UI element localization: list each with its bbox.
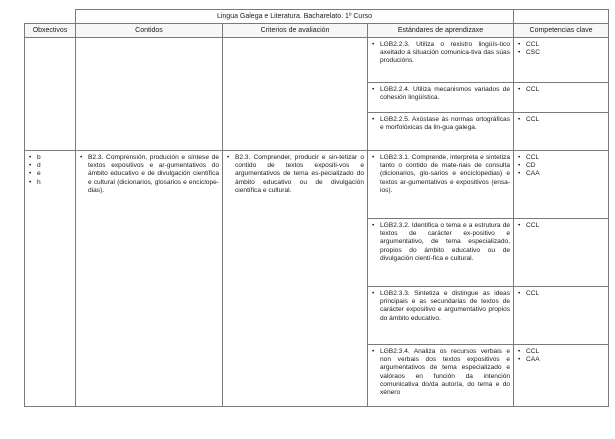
standard-cell: [368, 151, 514, 219]
competence-item: • CCL: [518, 154, 605, 162]
standard-item: • LGB2.3.2. Identifica o tema e a estrutura de textos de carácter ex-positivo e argumentativo, de tema especializado, propios do ámbito educativo ou de divulgación cientí-fica e cultural.: [372, 222, 510, 263]
standard-item: • LGB2.2.4. Utiliza mecanismos variados de cohesión lingüística.: [372, 86, 510, 102]
standard-cell: [368, 345, 514, 407]
competence-item: • CCL: [518, 86, 605, 94]
competences-cell: [514, 38, 609, 83]
standard-cell: [368, 287, 514, 345]
competences-cell: [514, 113, 609, 151]
column-header-standards: Estándares de aprendizaxe: [368, 24, 514, 38]
contents-cell: [76, 38, 223, 151]
competence-item: • CAA: [518, 356, 605, 364]
objective-item: • e: [29, 170, 72, 178]
competences-cell: [514, 345, 609, 407]
curriculum-table: [24, 9, 609, 407]
standard-cell: [368, 38, 514, 83]
competence-item: • CD: [518, 162, 605, 170]
competence-item: • CCL: [518, 116, 605, 124]
competence-item: • CCL: [518, 290, 605, 298]
objectives-cell: [25, 151, 76, 407]
competence-item: • CCL: [518, 41, 605, 49]
standard-cell: [368, 219, 514, 287]
criterion-item: • B2.3. Comprender, producir e sin-tetizar o contido de textos expositi-vos e argumentativos de tema es-pecializado do ámbito educativo ou de divulgación científica e cultural.: [227, 154, 364, 195]
column-header-contents: Contidos: [76, 24, 223, 38]
objective-item: • h: [29, 179, 72, 187]
column-header-objectives: Obxectivos: [25, 24, 76, 38]
competence-item: • CAA: [518, 170, 605, 178]
competences-cell: [514, 219, 609, 287]
objective-item: • d: [29, 162, 72, 170]
content-item: • B2.3. Comprensión, produción e síntese de textos expositivos e ar-gumentativos do ámbito educativo e de divulgación científica e cultural (dicionarios, glosarios e enciclope-dias).: [80, 154, 219, 195]
standard-cell: [368, 83, 514, 113]
contents-cell: [76, 151, 223, 407]
competence-item: • CSC: [518, 49, 605, 57]
column-header-competences: Competencias clave: [514, 24, 609, 38]
criteria-cell: [223, 38, 368, 151]
empty-corner-cell: [25, 10, 76, 24]
standard-cell: [368, 113, 514, 151]
standard-item: • LGB2.3.4. Analiza os recursos verbais e non verbais dos textos expositivos e argumentativos de tema especializado e valóraos en función da intención comunicativa do/da autoría, do tema e do xénero: [372, 348, 510, 397]
competence-item: • CCL: [518, 222, 605, 230]
table-row: [25, 38, 609, 83]
table-header-row: [25, 24, 609, 38]
standard-item: • LGB2.3.3. Sintetiza e distingue as ideas principais e as secundarias de textos de carácter expositivo e argumentativo propios do ámbito educativo.: [372, 290, 510, 323]
competences-cell: [514, 83, 609, 113]
standard-item: • LGB2.3.1. Comprende, interpreta e sintetiza tanto o contido de mate-riais de consulta (dicionarios, glo-sarios e enciclopedias) e textos ar-gumentativos e expositivos (ensa-ios).: [372, 154, 510, 195]
competences-cell: [514, 287, 609, 345]
objective-item: • b: [29, 154, 72, 162]
table-row: [25, 151, 609, 219]
standard-item: • LGB2.2.5. Axústase ás normas ortográficas e morfolóxicas da lin-gua galega.: [372, 116, 510, 132]
column-header-criteria: Criterios de avaliación: [223, 24, 368, 38]
table-title-row: [25, 10, 609, 24]
objectives-cell: [25, 38, 76, 151]
standard-item: • LGB2.2.3. Utiliza o rexistro lingüís-tico axeitado á situación comunica-tiva das súas producións.: [372, 41, 510, 66]
competence-item: • CCL: [518, 348, 605, 356]
table-title: Lingua Galega e Literatura. Bacharelato. 1º Curso: [76, 10, 514, 24]
competences-cell: [514, 151, 609, 219]
empty-title-cell: [514, 10, 609, 24]
criteria-cell: [223, 151, 368, 407]
